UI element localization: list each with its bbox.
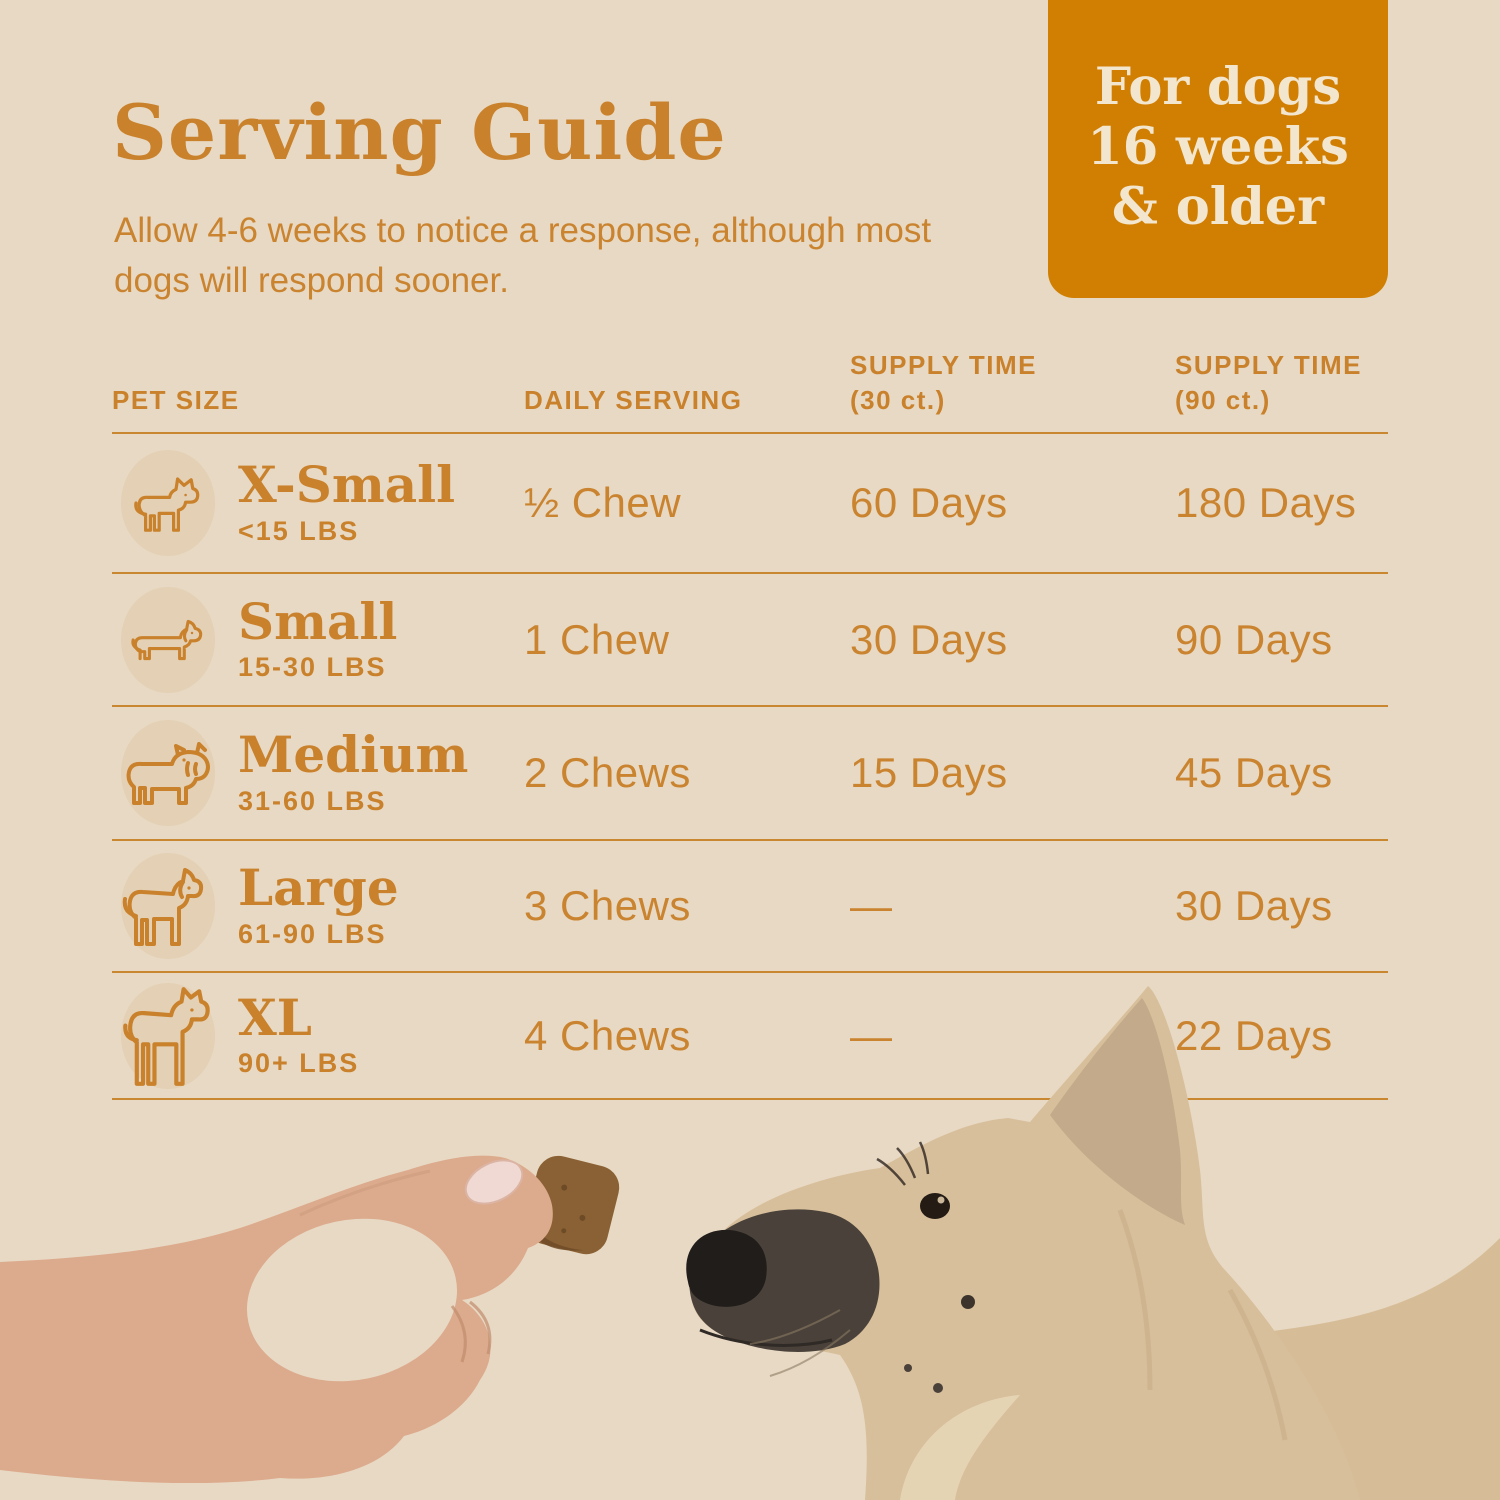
pet-weight-label: 61-90 LBS	[238, 918, 387, 949]
pet-weight-label: 90+ LBS	[238, 1048, 360, 1079]
age-badge-text	[1087, 57, 1349, 238]
daily-serving-value: 1 Chew	[524, 615, 670, 663]
supply-90-value: 45 Days	[1175, 749, 1333, 796]
page-title: Serving Guide	[112, 88, 727, 177]
col-header-supply-90: SUPPLY TIME (90 ct.)	[1175, 349, 1362, 415]
table-header-row	[112, 336, 1388, 434]
pet-size-label: Small	[238, 591, 398, 651]
pet-size-label: Medium	[238, 725, 469, 785]
hand-offering-chew	[0, 1152, 553, 1483]
table-row	[112, 434, 1388, 574]
supply-90-value: 30 Days	[1175, 882, 1333, 929]
daily-serving-value: 4 Chews	[524, 1011, 691, 1059]
dog-eye	[920, 1193, 950, 1219]
medium-dog-icon	[118, 733, 218, 813]
pet-weight-label: 31-60 LBS	[238, 785, 387, 816]
supply-30-value: 60 Days	[850, 479, 1008, 526]
daily-serving-value: 2 Chews	[524, 749, 691, 796]
pet-size-label: Large	[238, 858, 399, 918]
tan-dog-head-profile	[686, 986, 1500, 1500]
large-dog-icon	[118, 860, 218, 952]
pet-size-cell	[112, 860, 524, 952]
supply-30-value: —	[850, 882, 893, 929]
col-header-supply-30: SUPPLY TIME (30 ct.)	[850, 349, 1037, 415]
age-badge-line2: 16 weeks	[1087, 116, 1349, 177]
supply-30-value: 30 Days	[850, 615, 1008, 663]
age-badge-line3: & older	[1111, 177, 1325, 238]
supply-90-value: 180 Days	[1175, 479, 1357, 526]
daily-serving-value: 3 Chews	[524, 882, 691, 929]
supply-30-value: —	[850, 1011, 893, 1059]
table-row	[112, 574, 1388, 707]
supply-90-value: 90 Days	[1175, 615, 1333, 663]
age-badge-line1: For dogs	[1094, 56, 1342, 117]
pet-size-label: X-Small	[238, 455, 456, 515]
pet-size-cell	[112, 725, 524, 817]
pet-weight-label: <15 LBS	[238, 515, 360, 546]
page-subtitle: Allow 4-6 weeks to notice a response, although most dogs will respond sooner.	[114, 211, 932, 300]
age-badge	[1048, 0, 1388, 298]
table-row	[112, 841, 1388, 973]
pet-size-cell	[112, 455, 524, 547]
table-row	[112, 707, 1388, 841]
small-dog-icon	[120, 609, 216, 671]
col-header-pet-size: PET SIZE	[112, 384, 240, 415]
hand-and-dog-photo	[0, 980, 1500, 1500]
pet-weight-label: 15-30 LBS	[238, 652, 387, 683]
pet-size-cell	[112, 591, 524, 684]
daily-serving-value: ½ Chew	[524, 479, 682, 526]
supply-30-value: 15 Days	[850, 749, 1008, 796]
pet-size-label: XL	[238, 987, 312, 1047]
col-header-daily-serving: DAILY SERVING	[524, 384, 743, 415]
xsmall-dog-icon	[128, 470, 208, 536]
supply-90-value: 22 Days	[1175, 1011, 1333, 1059]
dog-nose	[686, 1230, 767, 1307]
